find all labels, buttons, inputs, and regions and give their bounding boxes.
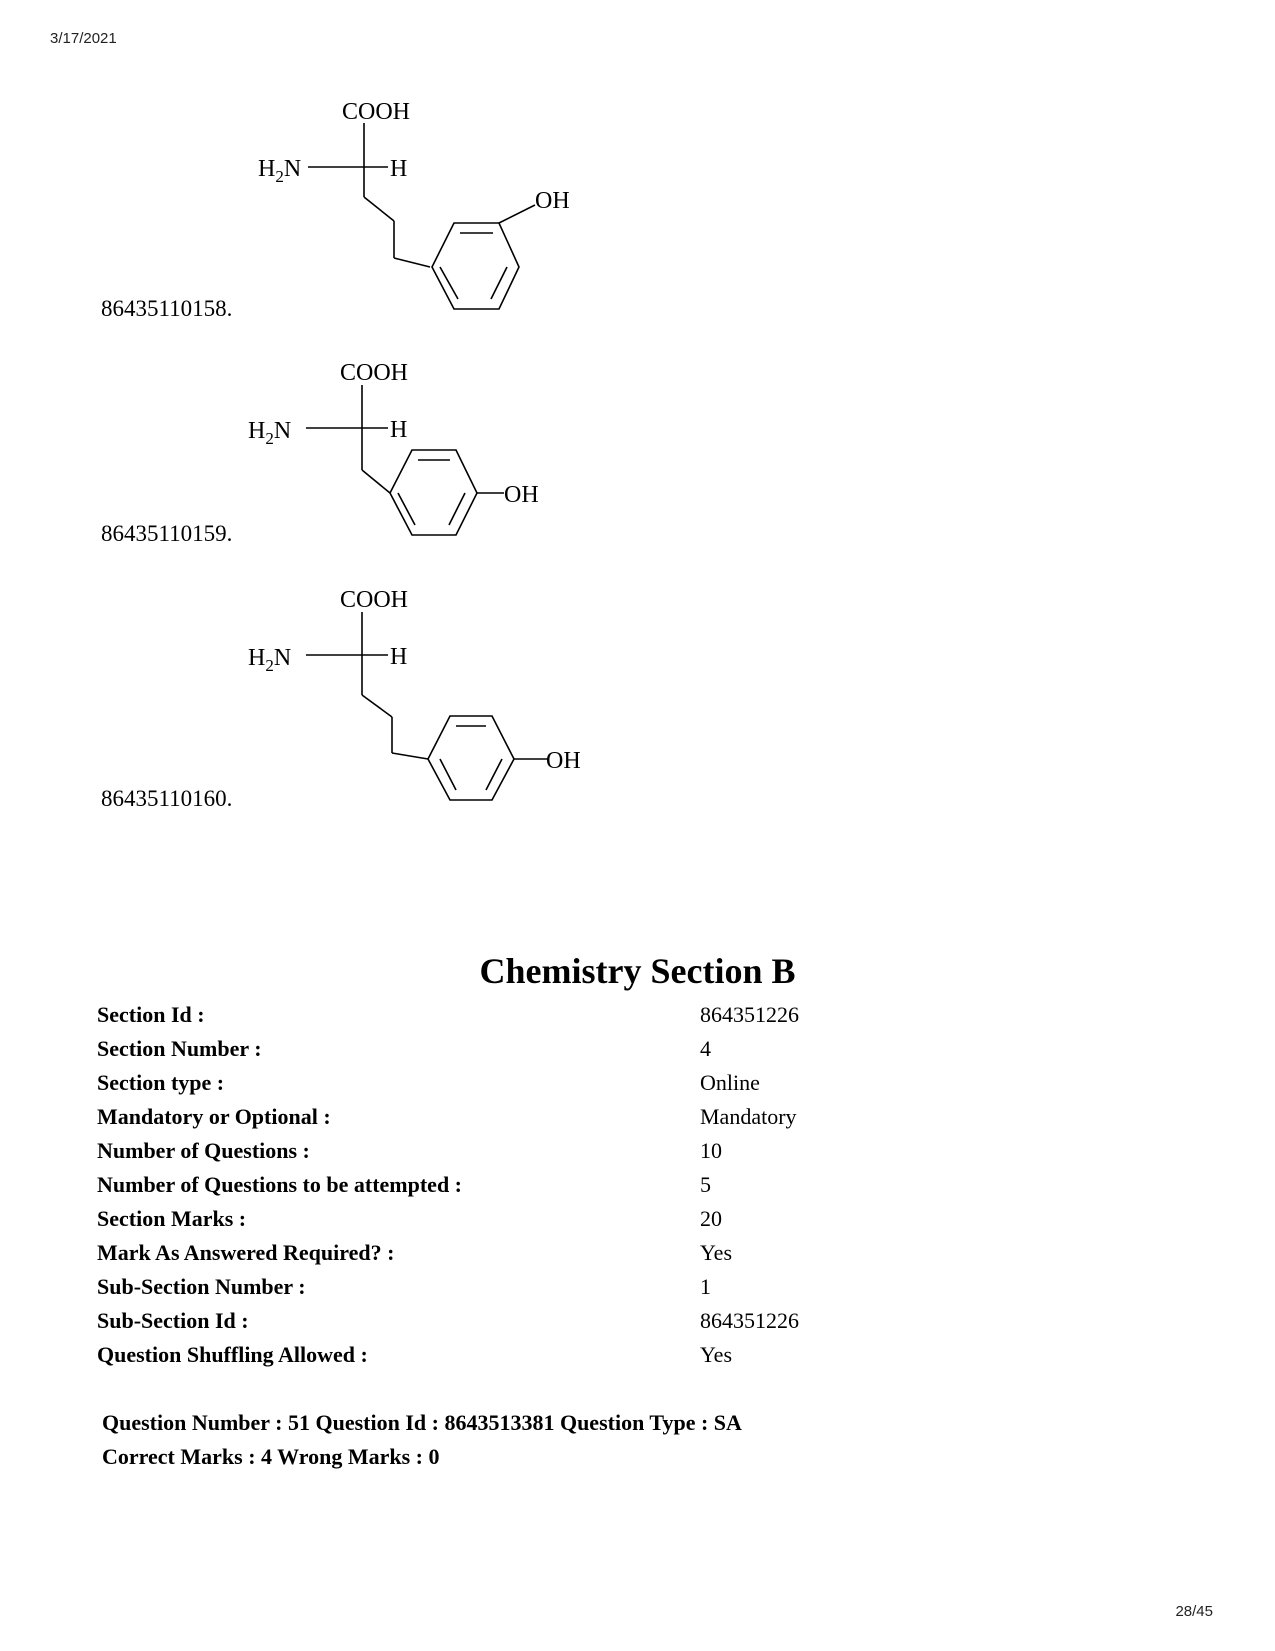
table-row	[97, 998, 799, 1032]
row-value: 864351226	[700, 1308, 799, 1333]
row-value: 5	[700, 1172, 711, 1197]
row-value: 1	[700, 1274, 711, 1299]
hydrogen-label: H	[390, 644, 408, 670]
amine-label: $H_2N$	[258, 156, 302, 186]
print-date: 3/17/2021	[50, 30, 117, 47]
amine-label: $H_2N$	[248, 645, 292, 675]
row-label: Section Id :	[97, 1002, 205, 1027]
row-value: 10	[700, 1138, 722, 1163]
row-label: Number of Questions :	[97, 1138, 310, 1163]
hydroxyl-label: OH	[546, 748, 581, 774]
table-row	[97, 1236, 799, 1270]
row-label: Sub-Section Number :	[97, 1274, 306, 1299]
structure-option-3	[240, 585, 600, 820]
table-row	[97, 1270, 799, 1304]
cooh-label: COOH	[342, 99, 411, 125]
row-label: Section Number :	[97, 1036, 262, 1061]
row-value: 20	[700, 1206, 722, 1231]
hydroxyl-label: OH	[535, 188, 570, 214]
option-id-3: 86435110160.	[101, 786, 233, 811]
table-row	[97, 1100, 799, 1134]
table-row	[97, 1066, 799, 1100]
row-value: Online	[700, 1070, 760, 1095]
row-value: Yes	[700, 1342, 733, 1367]
row-label: Sub-Section Id :	[97, 1308, 249, 1333]
cooh-label: COOH	[340, 360, 409, 386]
hydrogen-label: H	[390, 417, 408, 443]
row-value: 4	[700, 1036, 711, 1061]
row-label: Question Shuffling Allowed :	[97, 1342, 368, 1367]
row-label: Mark As Answered Required? :	[97, 1240, 395, 1265]
table-row	[97, 1338, 799, 1372]
section-title: Chemistry Section B	[479, 951, 796, 991]
page-number: 28/45	[1175, 1603, 1213, 1620]
section-info-table	[97, 998, 799, 1372]
structure-option-1	[240, 95, 600, 340]
table-row	[97, 1202, 799, 1236]
table-row	[97, 1134, 799, 1168]
cooh-label: COOH	[340, 587, 409, 613]
row-label: Section Marks :	[97, 1206, 247, 1231]
row-label: Mandatory or Optional :	[97, 1104, 331, 1129]
structure-option-2	[240, 358, 600, 563]
table-row	[97, 1168, 799, 1202]
option-id-2: 86435110159.	[101, 521, 233, 546]
question-meta-line-2: Correct Marks : 4 Wrong Marks : 0	[102, 1444, 440, 1469]
hydrogen-label: H	[390, 156, 408, 182]
hydroxyl-label: OH	[504, 482, 539, 508]
row-value: 864351226	[700, 1002, 799, 1027]
row-value: Mandatory	[700, 1104, 797, 1129]
table-row	[97, 1032, 799, 1066]
row-label: Number of Questions to be attempted :	[97, 1172, 463, 1197]
row-value: Yes	[700, 1240, 733, 1265]
table-row	[97, 1304, 799, 1338]
question-meta	[102, 1406, 742, 1474]
option-id-1: 86435110158.	[101, 296, 233, 321]
question-meta-line-1: Question Number : 51 Question Id : 8643513381 Question Type : SA	[102, 1410, 742, 1435]
amine-label: $H_2N$	[248, 418, 292, 448]
row-label: Section type :	[97, 1070, 225, 1095]
